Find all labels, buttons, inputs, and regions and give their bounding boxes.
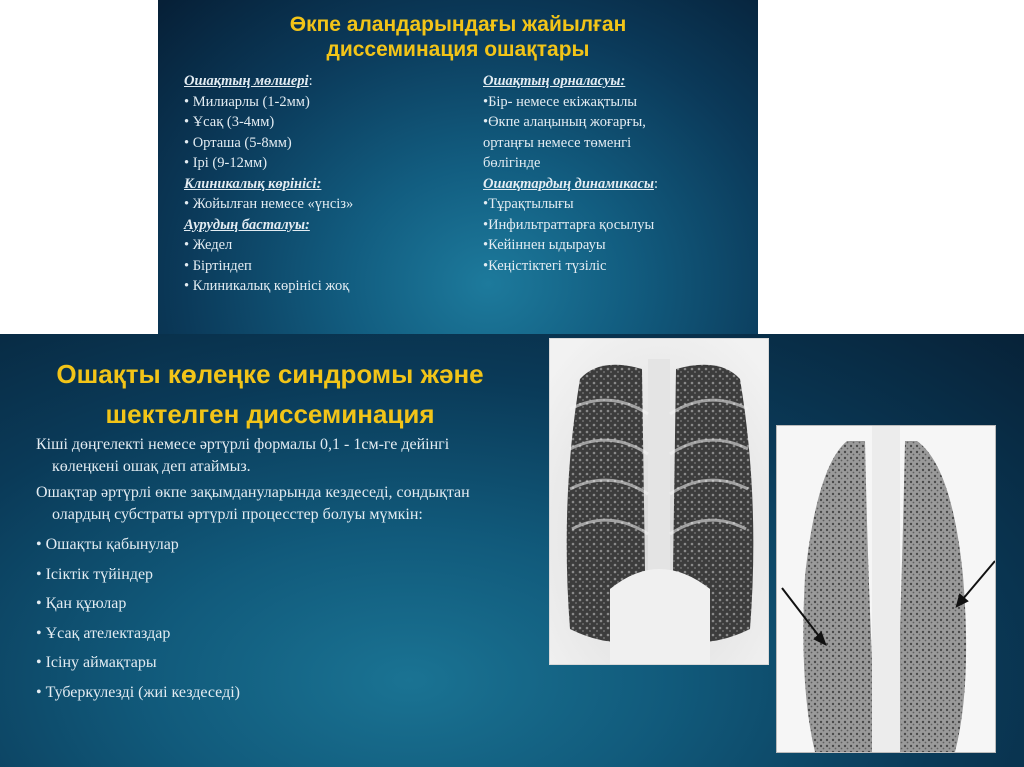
list-item: • Жедел	[184, 237, 233, 253]
list-item: • Қан құюлар	[36, 595, 127, 612]
top-title-line-1: Өкпе аландарындағы жайылған	[289, 13, 627, 36]
heading-colon: :	[653, 175, 658, 192]
list-item: ортаңғы немесе төменгі	[483, 134, 632, 151]
list-item: •Кейіннен ыдырауы	[483, 237, 606, 253]
list-item: •Кеңістіктегі түзіліс	[483, 257, 607, 274]
clinical-picture-heading: Клиникалық көрінісі:	[184, 175, 322, 192]
focus-location-heading: Ошақтың орналасуы:	[483, 73, 626, 89]
list-item: • Ошақты қабынулар	[36, 536, 179, 553]
bottom-slide-title	[0, 354, 540, 434]
list-item: • Ісіну аймақтары	[36, 654, 157, 671]
list-item: • Ірі (9-12мм)	[184, 155, 268, 171]
definition-paragraph: Кіші дөңгелекті немесе әртүрлі формалы 0,1 - 1см-ге дейінгі көлеңкені ошақ деп атаймыз.	[36, 436, 450, 475]
list-item: • Клиникалық көрінісі жоқ	[184, 278, 350, 294]
list-item: • Туберкулезді (жиі кездеседі)	[36, 683, 240, 701]
list-item: • Жойылған немесе «үнсіз»	[184, 196, 354, 212]
heading-colon: :	[308, 73, 313, 89]
list-item: • Біртіндеп	[184, 257, 252, 274]
top-slide	[158, 0, 758, 334]
chest-xray-image-1	[549, 338, 769, 665]
list-item: бөлігінде	[483, 155, 541, 171]
focus-size-heading: Ошақтың мөлшері	[184, 73, 309, 89]
focus-dynamics-heading: Ошақтардың динамикасы	[483, 175, 654, 192]
list-item: • Орташа (5-8мм)	[184, 134, 292, 151]
list-item: • Милиарлы (1-2мм)	[184, 93, 310, 110]
bottom-title-line-2: шектелген диссеминация	[105, 399, 435, 429]
list-item: • Ұсақ ателектаздар	[36, 624, 171, 642]
top-slide-title	[158, 12, 758, 62]
list-item: • Ісіктік түйіндер	[36, 565, 154, 583]
list-item: •Бір- немесе екіжақтылы	[483, 93, 638, 110]
chest-xray-drawing	[550, 339, 768, 664]
top-title-line-2: диссеминация ошақтары	[326, 38, 590, 61]
list-item: •Тұрақтылығы	[483, 196, 574, 212]
focus-location-column	[483, 71, 753, 276]
list-item: • Ұсақ (3-4мм)	[184, 114, 275, 130]
chest-xray-print-drawing	[777, 426, 995, 752]
chest-xray-image-2	[776, 425, 996, 753]
bottom-slide-body	[36, 434, 506, 707]
list-item: •Өкпе алаңының жоғарғы,	[483, 114, 646, 130]
focus-properties-column	[184, 71, 484, 297]
bottom-title-line-1: Ошақты көлеңке синдромы және	[56, 359, 484, 389]
list-item: •Инфильтраттарға қосылуы	[483, 216, 655, 233]
causes-paragraph: Ошақтар әртүрлі өкпе зақымдануларында кездеседі, сондықтан олардың субстраты әртүрлі процесстер болуы мүмкін:	[36, 484, 470, 523]
disease-onset-heading: Аурудың басталуы:	[184, 216, 310, 233]
